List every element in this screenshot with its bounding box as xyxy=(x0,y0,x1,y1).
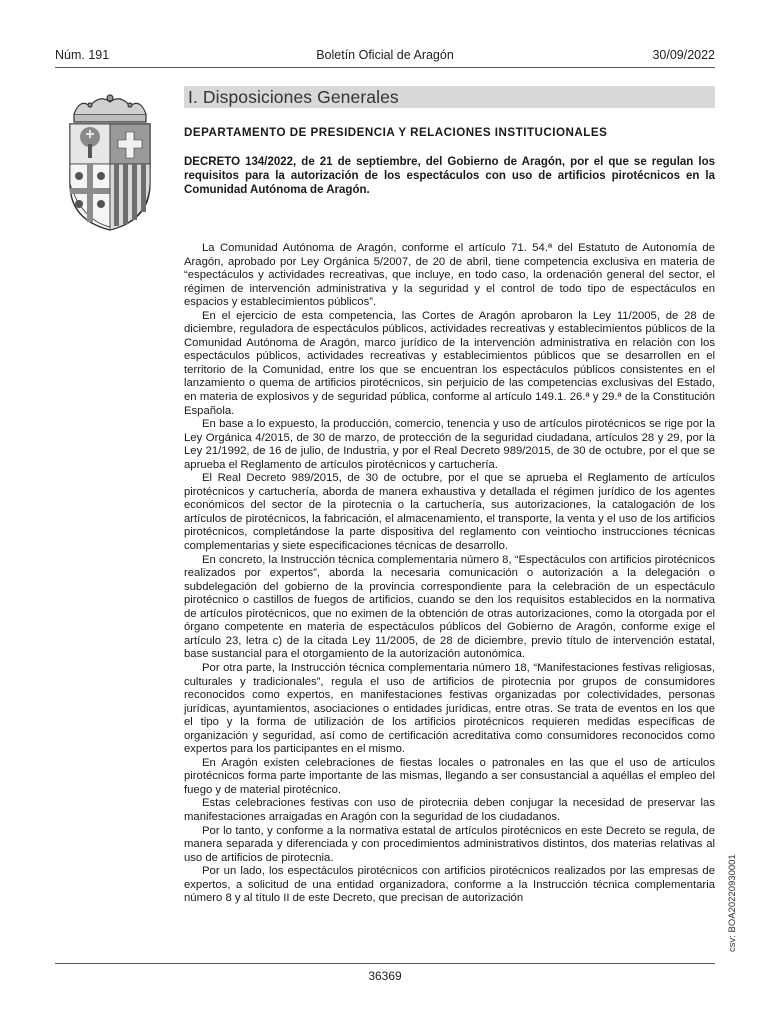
paragraph: El Real Decreto 989/2015, de 30 de octubre, por el que se aprueba el Reglamento de artículos pirotécnicos y cartuchería, aborda de manera exhaustiva y detallada el régimen jurídico de los agentes económicos del sector de la pirotecnia o la cartuchería, sus autorizaciones, la catalogación de los artículos de pirotécnicos, la fabricación, el almacenamiento, el transporte, la venta y el uso de los artificios pirotécnicos, completándose la parte dispositiva del reglamento con veintiocho instrucciones técnicas complementarias y siete especificaciones técnicas de desarrollo. xyxy=(184,472,715,553)
section-title: I. Disposiciones Generales xyxy=(188,87,399,107)
csv-verification-code: csv: BOA20220930001 xyxy=(727,854,738,952)
paragraph: En concreto, la Instrucción técnica complementaria número 8, “Espectáculos con artificios pirotécnicos realizados por expertos”, aborda la necesaria comunicación o autorización a la delegación o subdelegación del gobierno de la provincia correspondiente para la celebración de un espectáculo pirotécnico o castillos de fuegos de artificios, cuando se den los requisitos establecidos en la normativa de artículos pirotécnicos, que no eximen de la obtención de otras autorizaciones, como la otorgada por el órgano competente en materia de espectáculos públicos del Gobierno de Aragón, conforme exige el artículo 23, letra c) de la citada Ley 11/2005, de 28 de diciembre, previo título de intervención estatal, base sustancial para el otorgamiento de la autorización autonómica. xyxy=(184,553,715,661)
page-header xyxy=(55,48,715,62)
alcoraz-cross-icon xyxy=(70,164,110,227)
paragraph: Por lo tanto, y conforme a la normativa estatal de artículos pirotécnicos en este Decreto se regula, de manera separada y diferenciada y con procedimientos administrativos distintos, dos materias relativas al uso de artificios de pirotecnia. xyxy=(184,824,715,864)
issue-number: Núm. 191 xyxy=(55,48,110,62)
department-heading: DEPARTAMENTO DE PRESIDENCIA Y RELACIONES INSTITUCIONALES xyxy=(184,126,608,139)
footer-divider xyxy=(55,963,715,964)
inigo-arista-cross-icon xyxy=(110,124,150,164)
decree-title: DECRETO 134/2022, de 21 de septiembre, del Gobierno de Aragón, por el que se regulan los requisitos para la autorización de los espectáculos con uso de artificios pirotécnicos en la Comunidad Autónoma de Aragón. xyxy=(184,156,715,196)
page-number: 36369 xyxy=(368,969,402,983)
paragraph: La Comunidad Autónoma de Aragón, conforme el artículo 71. 54.ª del Estatuto de Autonomía de Aragón, aprobado por Ley Orgánica 5/2007, de 20 de abril, tiene competencia exclusiva en materia de “espectáculos y actividades recreativas, que incluye, en todo caso, la ordenación general del sector, el régimen de intervención administrativa y la seguridad y el control de todo tipo de espectáculos en espacios y establecimientos públicos”. xyxy=(184,242,715,309)
paragraph: En base a lo expuesto, la producción, comercio, tenencia y uso de artículos pirotécnicos se rige por la Ley Orgánica 4/2015, de 30 de marzo, de protección de la seguridad ciudadana, artículos 28 y 29, por la Ley 21/1992, de 16 de julio, de Industria, y por el Real Decreto 989/2015, de 30 de octubre, por el que se aprueba el Reglamento de artículos pirotécnicos y cartuchería. xyxy=(184,418,715,471)
decree-body xyxy=(184,242,715,906)
aragon-coat-of-arms-icon xyxy=(60,92,160,232)
publication-date: 30/09/2022 xyxy=(652,48,715,62)
paragraph: Por un lado, los espectáculos pirotécnicos con artificios pirotécnicos realizados por las empresas de expertos, a solicitud de una entidad organizadora, conforme a la Instrucción técnica complementaria número 8 y al título II de este Decreto, que precisan de autorización xyxy=(184,865,715,905)
four-bars-icon xyxy=(110,164,150,230)
paragraph: Estas celebraciones festivas con uso de pirotecnia deben conjugar la necesidad de preservar las manifestaciones arraigadas en Aragón con la seguridad de los ciudadanos. xyxy=(184,797,715,823)
paragraph: En el ejercicio de esta competencia, las Cortes de Aragón aprobaron la Ley 11/2005, de 28 de diciembre, reguladora de espectáculos públicos, actividades recreativas y establecimientos públicos de la Comunidad Autónoma de Aragón, marco jurídico de la intervención administrativa en relación con los espectáculos públicos, actividades recreativas y establecimientos públicos que se desarrollen en el territorio de la Comunidad, entre los que se encuentran los espectáculos públicos consistentes en el lanzamiento o quema de artificios pirotécnicos, sin perjuicio de las competencias exclusivas del Estado, en materia de explosivos y de seguridad pública, conforme al artículo 149.1. 26.ª y 29.ª de la Constitución Española. xyxy=(184,309,715,417)
paragraph: En Aragón existen celebraciones de fiestas locales o patronales en las que el uso de artículos pirotécnicos forma parte importante de las mismas, llegando a ser consustancial a aquéllas el empleo del fuego y de material pirotécnico. xyxy=(184,756,715,796)
header-divider xyxy=(55,67,715,68)
crown-icon xyxy=(74,95,146,122)
publication-name: Boletín Oficial de Aragón xyxy=(316,48,454,62)
encina-tree-icon xyxy=(70,124,110,164)
paragraph: Por otra parte, la Instrucción técnica complementaria número 18, “Manifestaciones festivas religiosas, culturales y tradicionales”, regula el uso de artificios de pirotecnia por grupos de consumidores reconocidos como expertos, en manifestaciones festivas organizadas por colectividades, personas jurídicas, ayuntamientos, asociaciones o entidades jurídicas, entre otras. Se trata de eventos en los que el tipo y la forma de utilización de los artificios pirotécnicos requieren medidas específicas de organización y seguridad, así como de certificación acreditativa como consumidores reconocidos como expertos para los participantes en el mismo. xyxy=(184,661,715,756)
